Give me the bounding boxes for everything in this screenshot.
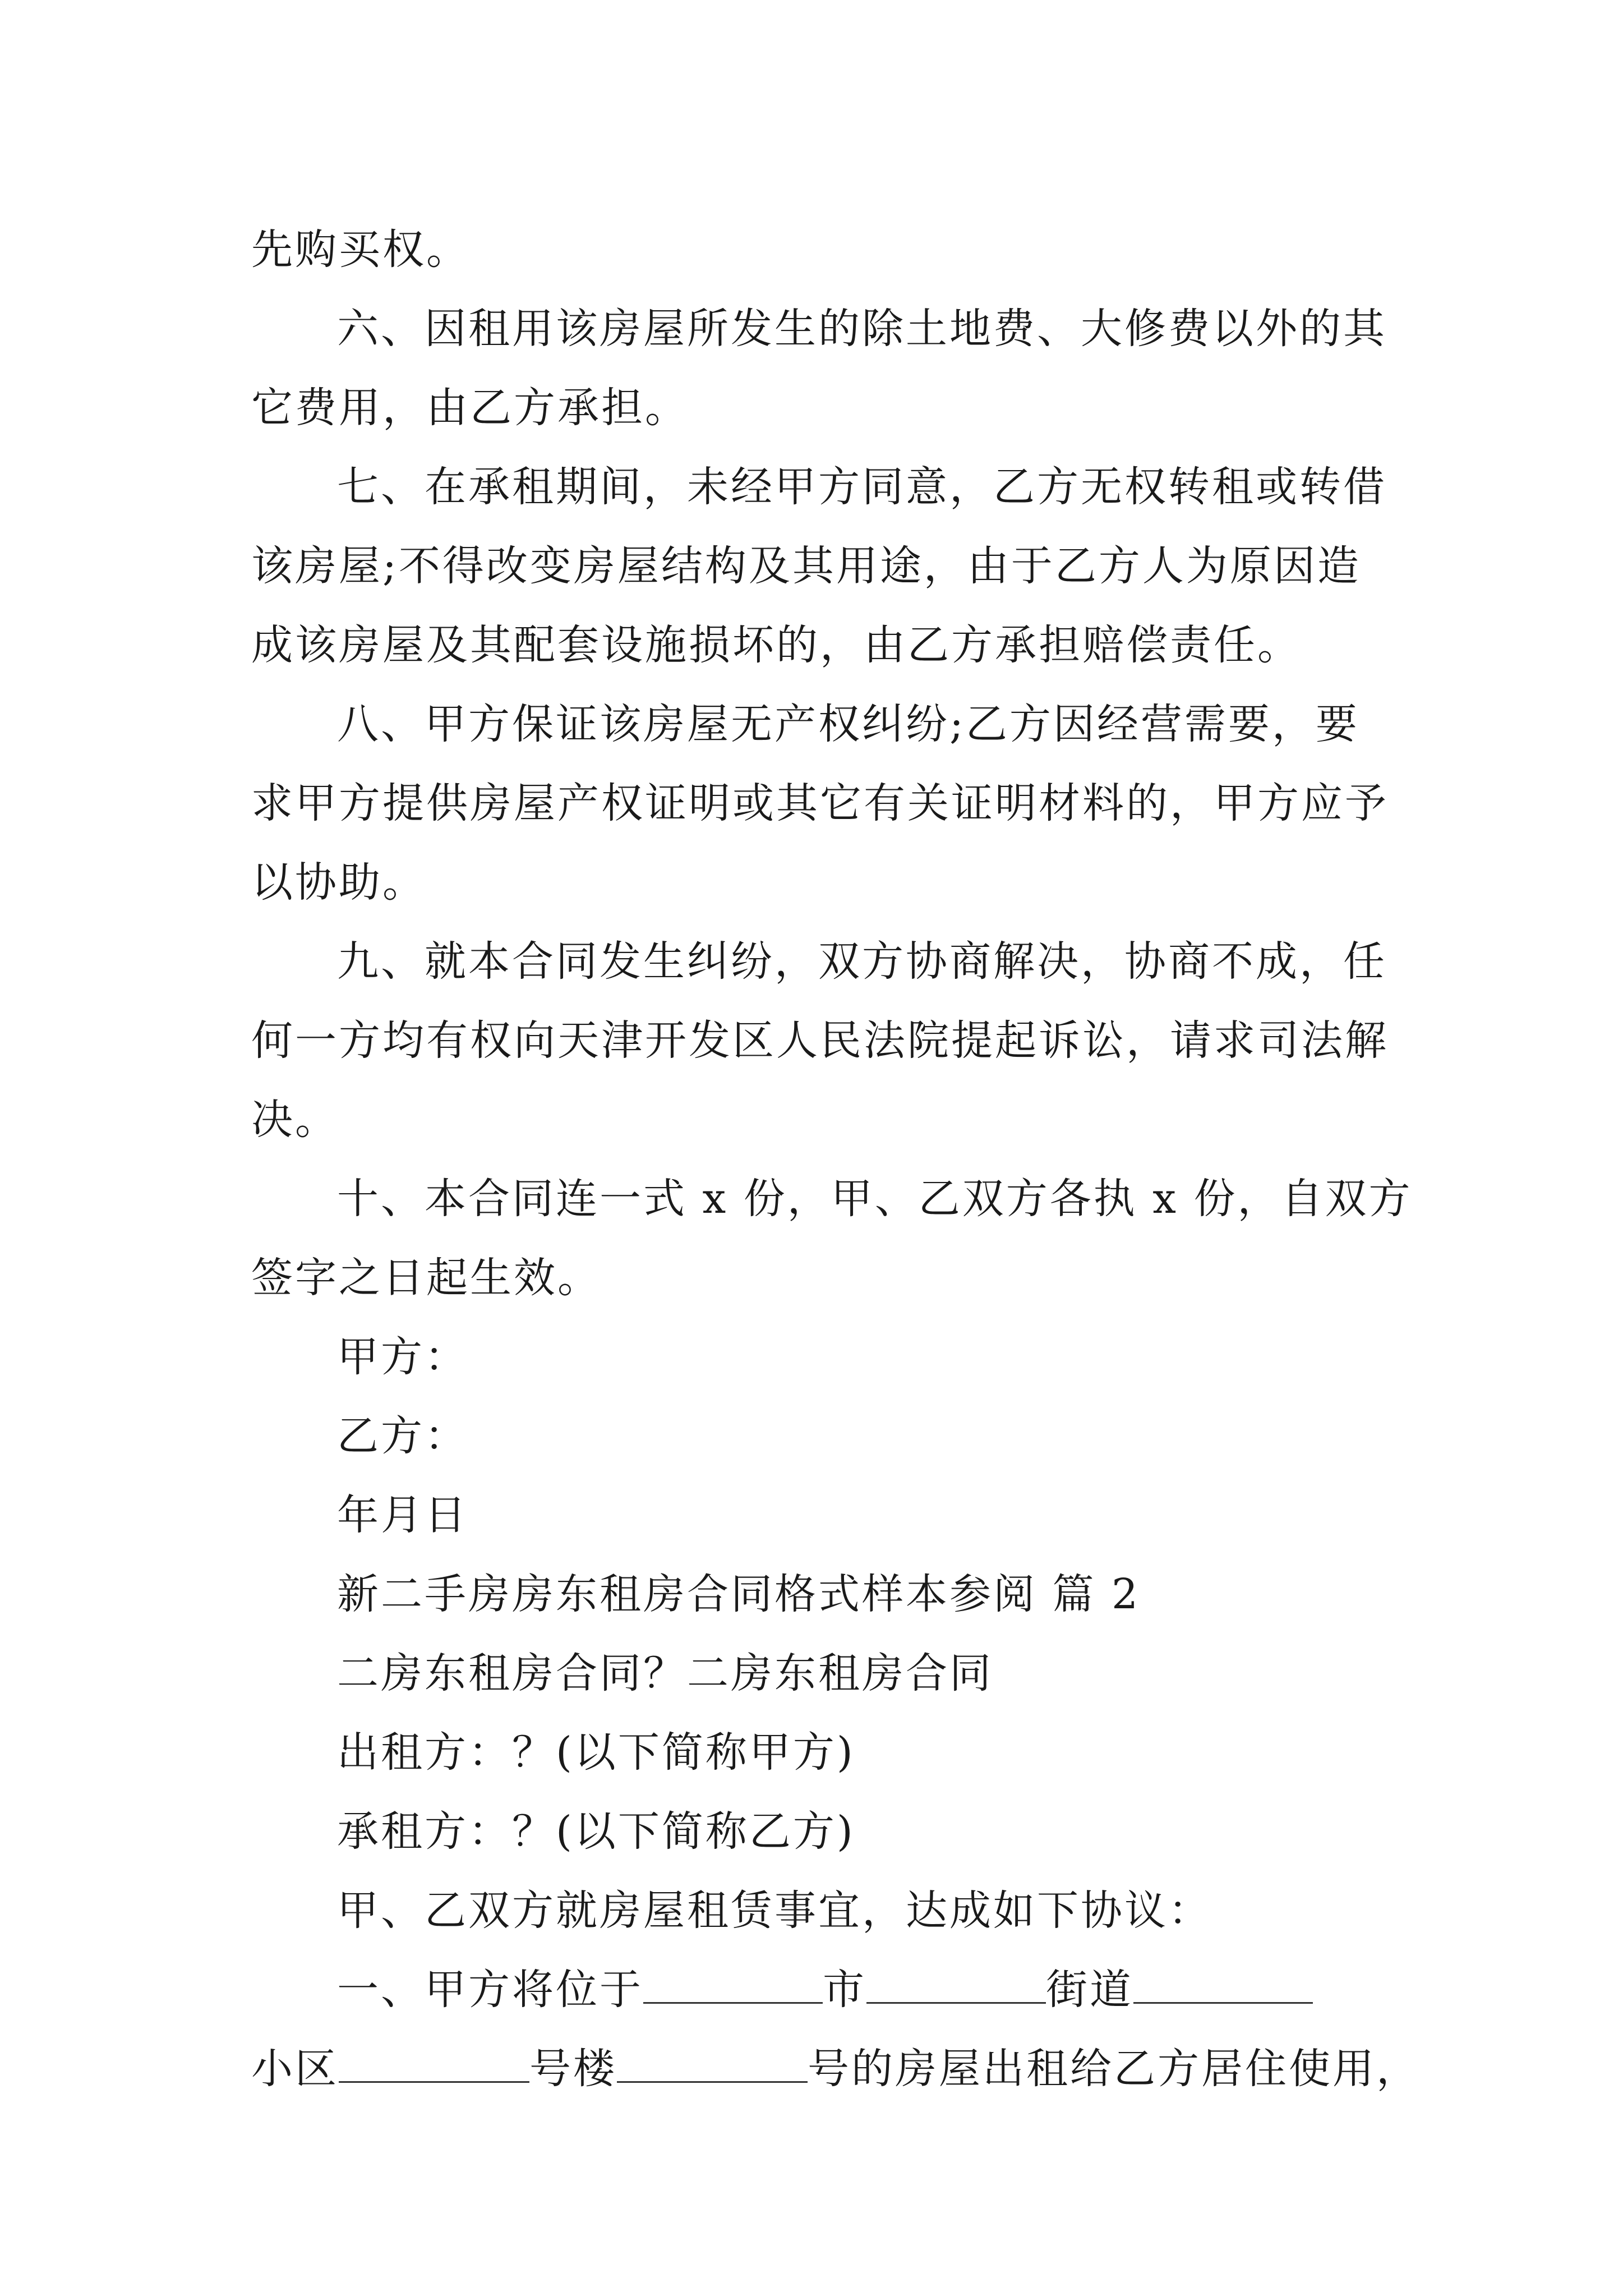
agreement-intro: 甲、乙双方就房屋租赁事宜，达成如下协议： xyxy=(337,1887,1212,1935)
paragraph-line: 九、就本合同发生纠纷，双方协商解决，协商不成，任 xyxy=(337,937,1387,986)
lessor-line: 出租方：？(以下简称甲方) xyxy=(337,1728,855,1777)
paragraph-line: 成该房屋及其配套设施损坏的，由乙方承担赔偿责任。 xyxy=(251,621,1301,669)
clause-1-text: 市 xyxy=(823,1966,866,2014)
clause-1-text: 一、甲方将位于 xyxy=(337,1966,643,2014)
fill-blank-community xyxy=(1133,1963,1313,2004)
document-body xyxy=(251,210,1420,2109)
paragraph-line: 何一方均有权向天津开发区人民法院提起诉讼，请求司法解 xyxy=(251,1016,1389,1065)
clause-1-text: 街道 xyxy=(1046,1966,1133,2014)
paragraph-line: 签字之日起生效。 xyxy=(251,1254,601,1302)
fill-blank-street xyxy=(866,1963,1046,2004)
paragraph-line: 决。 xyxy=(251,1096,339,1144)
paragraph-line: 七、在承租期间，未经甲方同意，乙方无权转租或转借 xyxy=(337,463,1387,511)
paragraph-line: 以协助。 xyxy=(251,858,426,907)
fill-blank-building xyxy=(339,2042,529,2083)
clause-1-text: 号楼 xyxy=(529,2045,617,2093)
paragraph-line: 八、甲方保证该房屋无产权纠纷;乙方因经营需要，要 xyxy=(337,700,1359,748)
date-line: 年月日 xyxy=(337,1491,468,1539)
section-title: 新二手房房东租房合同格式样本参阅 篇 2 xyxy=(337,1570,1141,1618)
clause-1-text: 号的房屋出租给乙方居住使用， xyxy=(808,2045,1420,2093)
paragraph-line: 求甲方提供房屋产权证明或其它有关证明材料的，甲方应予 xyxy=(251,779,1389,827)
paragraph-line: 先购买权。 xyxy=(251,226,470,274)
fill-blank-city xyxy=(643,1963,823,2004)
lessee-line: 承租方：？(以下简称乙方) xyxy=(337,1807,855,1856)
clause-1-line-2 xyxy=(251,2030,1420,2109)
contract-heading: 二房东租房合同？二房东租房合同 xyxy=(337,1649,993,1697)
fill-blank-unit xyxy=(617,2042,808,2083)
paragraph-line: 十、本合同连一式 x 份，甲、乙双方各执 x 份，自双方 xyxy=(337,1175,1413,1223)
paragraph-line: 它费用，由乙方承担。 xyxy=(251,384,689,432)
clause-1-text: 小区 xyxy=(251,2045,339,2093)
party-b-label: 乙方： xyxy=(337,1412,468,1460)
clause-1-line-1 xyxy=(251,1950,1373,2030)
paragraph-line: 该房屋;不得改变房屋结构及其用途，由于乙方人为原因造 xyxy=(251,542,1361,590)
paragraph-line: 六、因租用该房屋所发生的除土地费、大修费以外的其 xyxy=(337,305,1387,353)
party-a-label: 甲方： xyxy=(337,1333,468,1381)
